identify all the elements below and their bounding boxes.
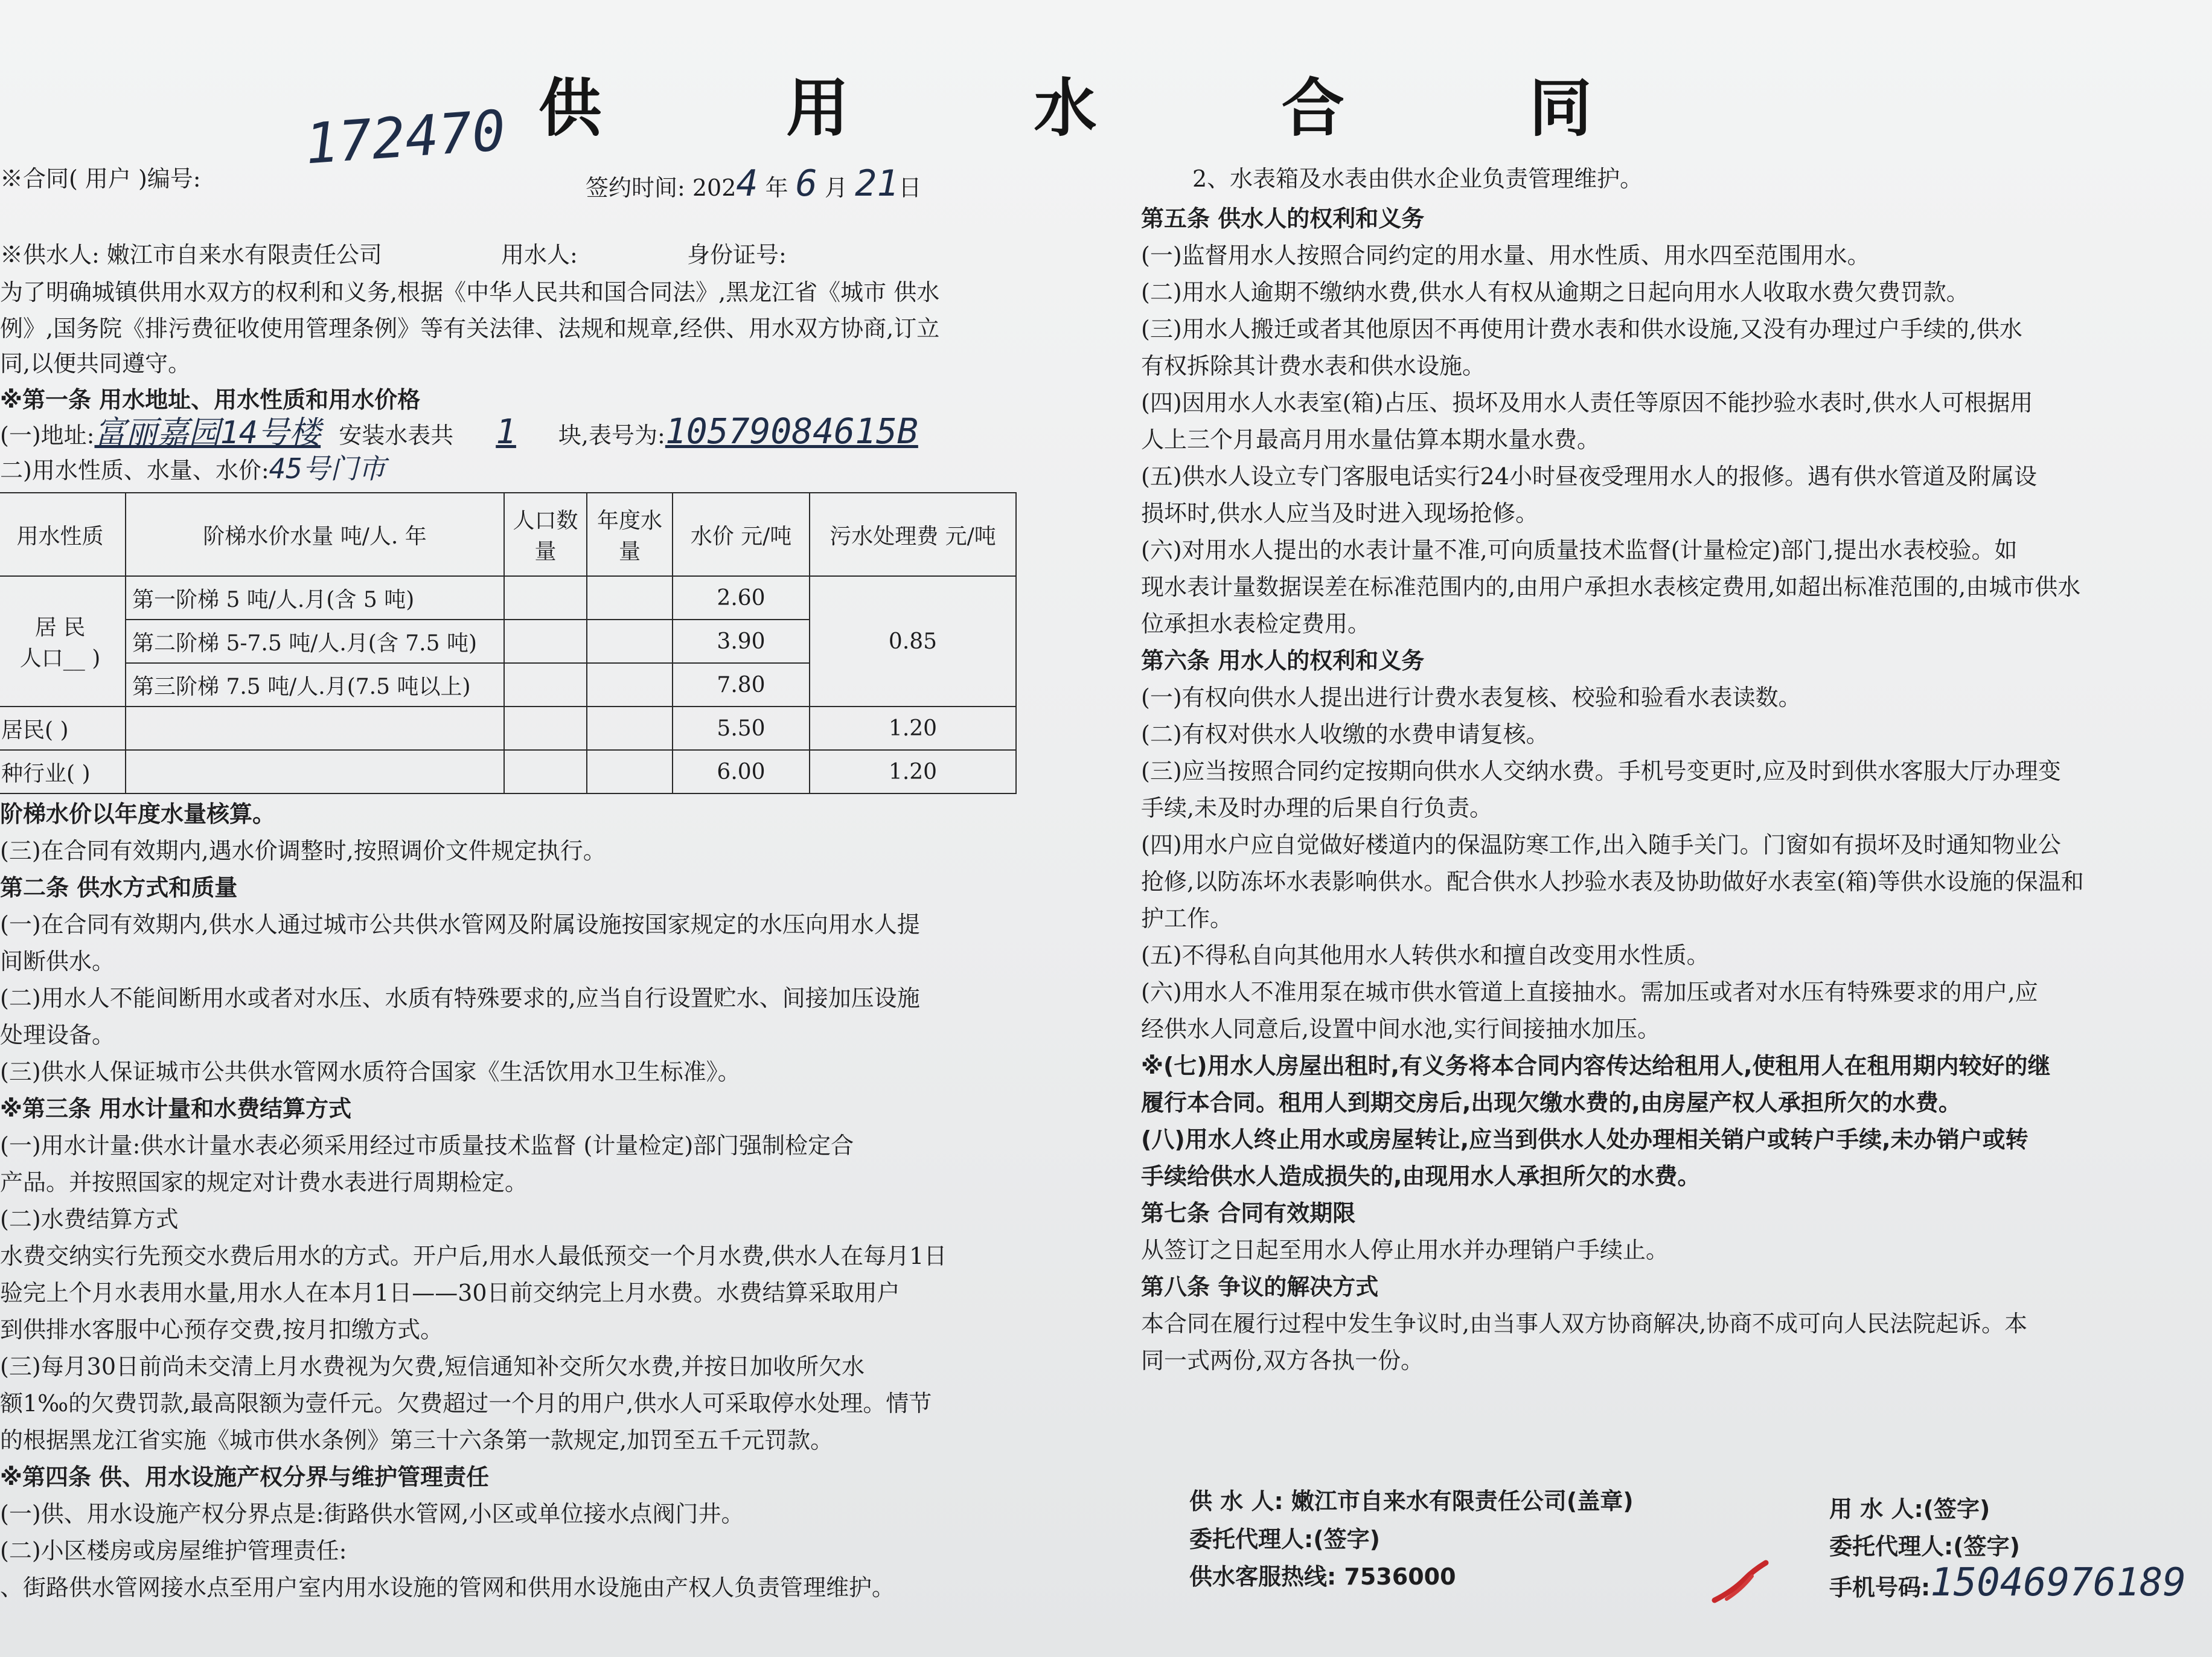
left-column-line: 间断供水。 <box>0 948 115 975</box>
footer-hotline: 供水客服热线: 7536000 <box>1189 1563 1456 1590</box>
handwritten-contract-number: 172470 <box>302 98 508 177</box>
address-row <box>0 411 918 452</box>
right-column-line: (六)用水人不准用泵在城市供水管道上直接抽水。需加压或者对水压有特殊要求的用户,应 <box>1141 979 2038 1005</box>
address-label: (一)地址: <box>0 422 95 449</box>
empty-cell <box>587 707 673 750</box>
right-column-line: (二)用水人逾期不缴纳水费,供水人有权从逾期之日起向用水人收取水费欠费罚款。 <box>1141 279 1969 306</box>
handwritten-year: 4 <box>736 162 758 205</box>
right-column-line: (四)因用水人水表室(箱)占压、损坏及用水人责任等原因不能抄验水表时,供水人可根据用 <box>1141 389 2033 416</box>
day-unit: 日 <box>898 175 922 201</box>
left-column-line: 到供排水客服中心预存交费,按月扣缴方式。 <box>0 1316 444 1343</box>
right-column-line: 经供水人同意后,设置中间水池,实行间接抽水加压。 <box>1141 1016 1661 1042</box>
empty-cell <box>504 663 587 707</box>
right-column-text <box>1141 200 2212 1379</box>
document-title: 供 用 水 合 同 <box>539 71 1673 145</box>
row-industry-label: 种行业( ) <box>0 750 126 793</box>
supplier-line: ※供水人: 嫩江市自来水有限责任公司 <box>0 242 382 268</box>
handwritten-nature-note: 45号门市 <box>269 452 386 485</box>
tier-1-label: 第一阶梯 5 吨/人.月(含 5 吨) <box>126 576 504 620</box>
col-header-nature: 用水性质 <box>0 493 126 576</box>
table-row <box>0 576 1016 620</box>
right-column-line: 第七条 合同有效期限 <box>1141 1200 1356 1226</box>
left-column-line: (二)用水人不能间断用水或者对水压、水质有特殊要求的,应当自行设置贮水、间接加压设施 <box>0 985 920 1011</box>
left-column-line: 验完上个月水表用水量,用水人在本月1日——30日前交纳完上月水费。水费结算采取用户 <box>0 1280 900 1306</box>
left-column-line: (一)在合同有效期内,供水人通过城市公共供水管网及附属设施按国家规定的水压向用水人提 <box>0 911 920 938</box>
left-column-line: (三)在合同有效期内,遇水价调整时,按照调价文件规定执行。 <box>0 838 606 864</box>
right-column-line: 同一式两份,双方各执一份。 <box>1141 1347 1424 1374</box>
resident-population-label: 人口__ ) <box>19 646 101 671</box>
resident-sewage-fee: 0.85 <box>810 576 1016 707</box>
empty-cell <box>126 707 504 750</box>
handwritten-phone: 15046976189 <box>1930 1560 2187 1605</box>
resident-cell <box>0 576 126 707</box>
tier-2-label: 第二阶梯 5-7.5 吨/人.月(含 7.5 吨) <box>126 620 504 663</box>
right-column-line: (三)应当按照合同约定按期向供水人交纳水费。手机号变更时,应及时到供水客服大厅办理变 <box>1141 758 2061 784</box>
left-column-line: 产品。并按照国家的规定对计费水表进行周期检定。 <box>0 1169 528 1196</box>
intro-line-2: 例》,国务院《排污费征收使用管理条例》等有关法律、法规和规章,经供、用水双方协商,订立 <box>0 315 940 342</box>
left-column-line: (二)小区楼房或房屋维护管理责任: <box>0 1537 347 1564</box>
nature-row <box>0 454 386 485</box>
tier-3-label: 第三阶梯 7.5 吨/人.月(7.5 吨以上) <box>126 663 504 707</box>
sign-date <box>586 162 922 205</box>
right-column-line: (一)监督用水人按照合同约定的用水量、用水性质、用水四至范围用水。 <box>1141 242 1870 269</box>
right-column-line: 位承担水表检定费用。 <box>1141 611 1371 637</box>
right-column-line: 手续,未及时办理的后果自行负责。 <box>1141 795 1493 821</box>
col-header-population: 人口数量 <box>504 493 587 576</box>
right-column-line: ※(七)用水人房屋出租时,有义务将本合同内容传达给租用人,使租用人在租用期内较好的继 <box>1141 1053 2051 1079</box>
intro-line-1: 为了明确城镇供用水双方的权利和义务,根据《中华人民共和国合同法》,黑龙江省《城市 供水 <box>0 279 940 306</box>
empty-cell <box>587 750 673 793</box>
empty-cell <box>126 750 504 793</box>
empty-cell <box>504 707 587 750</box>
handwritten-address: 富丽嘉园14号楼 <box>94 415 321 451</box>
col-header-annual-volume: 年度水量 <box>587 493 673 576</box>
right-column-line: (六)对用水人提出的水表计量不准,可向质量技术监督(计量检定)部门,提出水表校验。如 <box>1141 537 2018 563</box>
right-column-line: 从签订之日起至用水人停止用水并办理销户手续止。 <box>1141 1237 1669 1263</box>
left-column-line: 水费交纳实行先预交水费后用水的方式。开户后,用水人最低预交一个月水费,供水人在每月1日 <box>0 1243 947 1269</box>
handwritten-month: 6 <box>795 162 817 205</box>
row-industry-price: 6.00 <box>673 750 810 793</box>
footer-phone-label: 手机号码: <box>1829 1574 1931 1601</box>
right-column-line: 第六条 用水人的权利和义务 <box>1141 647 1425 674</box>
left-column-line: 处理设备。 <box>0 1022 115 1048</box>
empty-cell <box>504 576 587 620</box>
table-row <box>0 707 1016 750</box>
sign-date-prefix: 签约时间: 202 <box>586 175 737 201</box>
col-header-price: 水价 元/吨 <box>673 493 810 576</box>
left-column-line: ※第四条 供、用水设施产权分界与维护管理责任 <box>0 1464 490 1490</box>
water-price-table <box>0 492 1017 794</box>
right-column-line: 护工作。 <box>1141 905 1233 932</box>
row-resident-sewage: 1.20 <box>810 707 1016 750</box>
right-column-line: 人上三个月最高月用水量估算本期水量水费。 <box>1141 426 1600 453</box>
left-column-line: (一)用水计量:供水计量水表必须采用经过市质量技术监督 (计量检定)部门强制检定合 <box>0 1132 854 1159</box>
right-column-line: 有权拆除其计费水表和供水设施。 <box>1141 353 1486 379</box>
right-column-line: 第八条 争议的解决方式 <box>1141 1274 1379 1300</box>
left-column-line: (三)供水人保证城市公共供水管网水质符合国家《生活饮用水卫生标准》。 <box>0 1059 741 1085</box>
left-column-line: 、街路供水管网接水点至用户室内用水设施的管网和供用水设施由产权人负责管理维护。 <box>0 1574 895 1601</box>
user-label: 用水人: <box>501 242 578 268</box>
id-label: 身份证号: <box>687 242 787 268</box>
tier-2-price: 3.90 <box>673 620 810 663</box>
right-column-line: 手续给供水人造成损失的,由现用水人承担所欠的水费。 <box>1141 1163 1701 1190</box>
right-column-line: (四)用水户应自觉做好楼道内的保温防寒工作,出入随手关门。门窗如有损坏及时通知物业公 <box>1141 832 2061 858</box>
left-column-line: (一)供、用水设施产权分界点是:街路供水管网,小区或单位接水点阀门井。 <box>0 1501 744 1527</box>
left-column-line: 第二条 供水方式和质量 <box>0 874 238 901</box>
row-resident-label: 居民( ) <box>0 707 126 750</box>
empty-cell <box>587 620 673 663</box>
row-resident-price: 5.50 <box>673 707 810 750</box>
left-column-line: 额1‰的欠费罚款,最高限额为壹仟元。欠费超过一个月的用户,供水人可采取停水处理。情节 <box>0 1390 932 1417</box>
footer-user-agent: 委托代理人:(签字) <box>1829 1533 2020 1560</box>
right-column-line: 第五条 供水人的权利和义务 <box>1141 205 1425 232</box>
tier-1-price: 2.60 <box>673 576 810 620</box>
right-column-line: 损坏时,供水人应当及时进入现场抢修。 <box>1141 500 1539 527</box>
footer-user: 用 水 人:(签字) <box>1829 1496 1990 1522</box>
right-column-line: (一)有权向供水人提出进行计费水表复核、校验和验看水表读数。 <box>1141 684 1801 711</box>
right-column-line: 抢修,以防冻坏水表影响供水。配合供水人抄验水表及协助做好水表室(箱)等供水设施的保温和 <box>1141 868 2084 895</box>
right-column-line: (八)用水人终止用水或房屋转让,应当到供水人处办理相关销户或转户手续,未办销户或转 <box>1141 1126 2028 1153</box>
right-column-line: 履行本合同。租用人到期交房后,出现欠缴水费的,由房屋产权人承担所欠的水费。 <box>1141 1089 1961 1116</box>
handwritten-day: 21 <box>855 162 899 205</box>
right-column-line: 本合同在履行过程中发生争议时,由当事人双方协商解决,协商不成可向人民法院起诉。本 <box>1141 1310 2028 1337</box>
handwritten-meter-count: 1 <box>496 412 516 452</box>
left-column-text <box>0 796 1075 1606</box>
left-column-line: 的根据黑龙江省实施《城市供水条例》第三十六条第一款规定,加罚至五千元罚款。 <box>0 1427 834 1453</box>
meter-unit: 块,表号为: <box>558 422 665 449</box>
contract-no-label: ※合同( 用户 )编号: <box>0 165 201 192</box>
right-column-line: 现水表计量数据误差在标准范围内的,由用户承担水表核定费用,如超出标准范围的,由城市供水 <box>1141 574 2081 600</box>
empty-cell <box>504 750 587 793</box>
handwritten-meter-number: 10579084615B <box>665 411 918 452</box>
tier-3-price: 7.80 <box>673 663 810 707</box>
right-column-line: (五)供水人设立专门客服电话实行24小时昼夜受理用水人的报修。遇有供水管道及附属设 <box>1141 463 2038 490</box>
col-header-tier: 阶梯水价水量 吨/人. 年 <box>126 493 504 576</box>
right-column-line: (五)不得私自向其他用水人转供水和擅自改变用水性质。 <box>1141 942 1710 969</box>
table-row <box>0 750 1016 793</box>
footer-phone-row <box>1829 1560 2186 1605</box>
meter-label: 安装水表共 <box>339 422 454 449</box>
footer-supplier: 供 水 人: 嫩江市自来水有限责任公司(盖章) <box>1189 1488 1634 1514</box>
red-ink-mark <box>1709 1558 1775 1606</box>
left-column-line: (二)水费结算方式 <box>0 1206 179 1232</box>
left-column-line: (三)每月30日前尚未交清上月水费视为欠费,短信通知补交所欠水费,并按日加收所欠水 <box>0 1353 865 1380</box>
empty-cell <box>587 576 673 620</box>
left-column-line: 阶梯水价以年度水量核算。 <box>0 801 276 827</box>
intro-line-3: 同,以便共同遵守。 <box>0 350 191 377</box>
month-unit: 月 <box>824 175 848 201</box>
year-unit: 年 <box>765 175 788 201</box>
footer-supplier-agent: 委托代理人:(签字) <box>1189 1526 1380 1553</box>
nature-label: 二)用水性质、水量、水价: <box>0 457 269 484</box>
resident-label: 居 民 <box>34 615 86 640</box>
right-column-line: (三)用水人搬迁或者其他原因不再使用计费水表和供水设施,又没有办理过户手续的,供水 <box>1141 316 2022 342</box>
empty-cell <box>587 663 673 707</box>
empty-cell <box>504 620 587 663</box>
right-first-line: 2、水表箱及水表由供水企业负责管理维护。 <box>1192 165 1643 192</box>
left-column-line: ※第三条 用水计量和水费结算方式 <box>0 1095 352 1122</box>
col-header-sewage-fee: 污水处理费 元/吨 <box>810 493 1016 576</box>
right-column-line: (二)有权对供水人收缴的水费申请复核。 <box>1141 721 1549 748</box>
article-1-heading: ※第一条 用水地址、用水性质和用水价格 <box>0 386 421 413</box>
row-industry-sewage: 1.20 <box>810 750 1016 793</box>
table-header-row <box>0 493 1016 576</box>
